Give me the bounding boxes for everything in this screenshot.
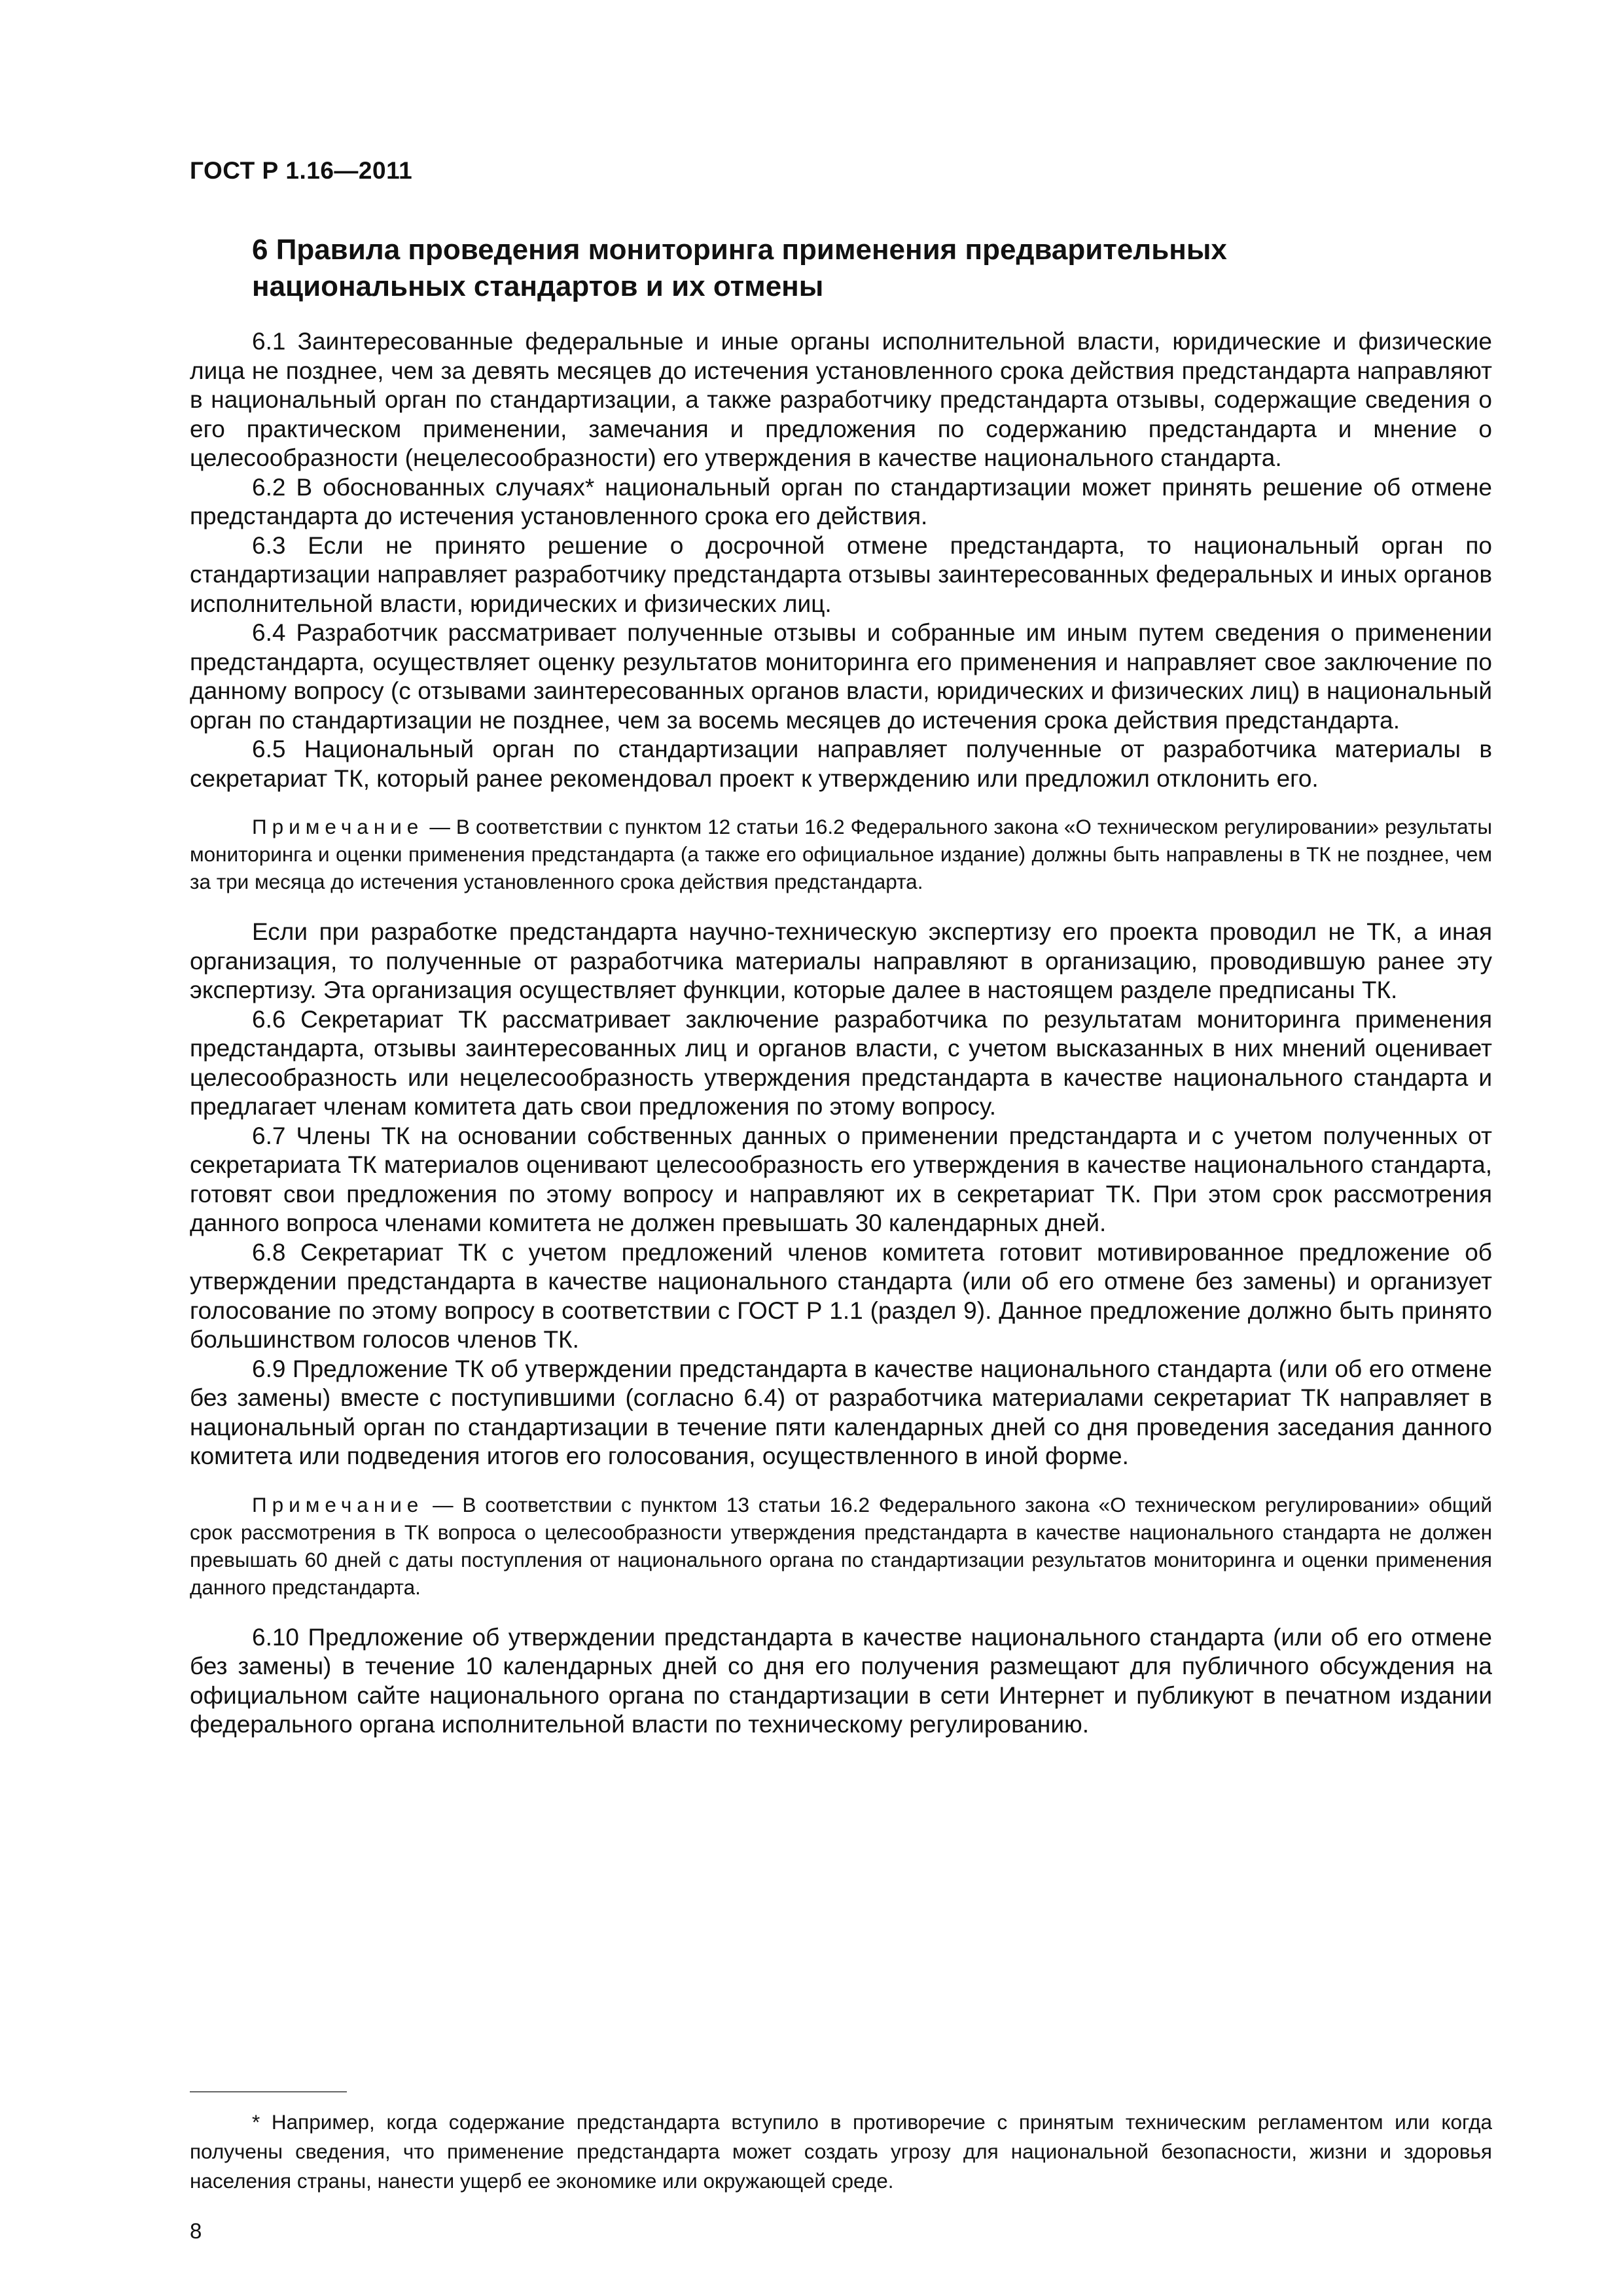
page-number: 8	[190, 2219, 202, 2243]
paragraph-6-6: 6.6 Секретариат ТК рассматривает заключение разработчика по результатам мониторинга применения предстандарта, отзывы заинтересованных лиц и органов власти, с учетом высказанных в них мнений оценивает целесообразность или нецелесообразность утверждения предстандарта в качестве национального стандарта и предлагает членам комитета дать свои предложения по этому вопросу.	[190, 1005, 1492, 1120]
paragraph-6-9: 6.9 Предложение ТК об утверждении предстандарта в качестве национального стандарта (или об его отмене без замены) вместе с поступившими (согласно 6.4) от разработчика материалами секретариат ТК направляет в национальный орган по стандартизации в течение пяти календарных дней со дня проведения заседания данного комитета или подведения итогов его голосования, осуществленного в иной форме.	[190, 1355, 1492, 1469]
note-1-text: — В соответствии с пунктом 12 статьи 16.2 Федерального закона «О техническом регулировании» результаты мониторинга и оценки применения предстандарта (а также его официальное издание) должны быть направлены в ТК не позднее, чем за три месяца до истечения установленного срока действия предстандарта.	[190, 815, 1492, 893]
section-title-line1: 6 Правила проведения мониторинга применения предварительных	[252, 234, 1227, 266]
note-1-label: Примечание	[252, 815, 424, 838]
paragraph-6-10: 6.10 Предложение об утверждении предстандарта в качестве национального стандарта (или об его отмене без замены) в течение 10 календарных дней со дня его получения размещают для публичного обсуждения на официальном сайте национального органа по стандартизации в сети Интернет и публикуют в печатном издании федерального органа исполнительной власти по техническому регулированию.	[190, 1623, 1492, 1738]
footnote-divider	[190, 2091, 347, 2092]
section-title-line2: национальных стандартов и их отмены	[252, 270, 824, 302]
paragraph-6-4: 6.4 Разработчик рассматривает полученные отзывы и собранные им иным путем сведения о применении предстандарта, осуществляет оценку результатов мониторинга его применения и направляет свое заключение по данному вопросу (с отзывами заинтересованных органов власти, юридических и физических лиц) в национальный орган по стандартизации не позднее, чем за восемь месяцев до истечения срока действия предстандарта.	[190, 619, 1492, 734]
paragraph-6-5: 6.5 Национальный орган по стандартизации направляет полученные от разработчика материалы в секретариат ТК, который ранее рекомендовал проект к утверждению или предложил отклонить его.	[190, 736, 1492, 792]
note-2-label: Примечание	[252, 1492, 424, 1516]
paragraph-6-3: 6.3 Если не принято решение о досрочной отмене предстандарта, то национальный орган по стандартизации направляет разработчику предстандарта отзывы заинтересованных федеральных и иных органов исполнительной власти, юридических и физических лиц.	[190, 531, 1492, 617]
paragraph-6-7: 6.7 Члены ТК на основании собственных данных о применении предстандарта и с учетом полученных от секретариата ТК материалов оценивают целесообразность его утверждения в качестве национального стандарта, готовят свои предложения по этому вопросу и направляют их в секретариат ТК. При этом срок рассмотрения данного вопроса членами комитета не должен превышать 30 календарных дней.	[190, 1122, 1492, 1236]
paragraph-6-1: 6.1 Заинтересованные федеральные и иные органы исполнительной власти, юридические и физические лица не позднее, чем за девять месяцев до истечения установленного срока действия предстандарта направляют в национальный орган по стандартизации, а также разработчику предстандарта отзывы, содержащие сведения о его практическом применении, замечания и предложения по содержанию предстандарта и мнение о целесообразности (нецелесообразности) его утверждения в качестве национального стандарта.	[190, 328, 1492, 471]
paragraph-alternate-organization: Если при разработке предстандарта научно-техническую экспертизу его проекта проводил не ТК, а иная организация, то полученные от разработчика материалы направляют в организацию, проводившую ранее эту экспертизу. Эта организация осуществляет функции, которые далее в настоящем разделе предписаны ТК.	[190, 918, 1492, 1003]
note-2	[190, 1491, 1492, 1601]
document-code: ГОСТ Р 1.16—2011	[190, 157, 413, 184]
paragraph-6-2: 6.2 В обоснованных случаях* национальный орган по стандартизации может принять решение об отмене предстандарта до истечения установленного срока его действия.	[190, 473, 1492, 529]
note-1	[190, 813, 1492, 895]
paragraph-6-8: 6.8 Секретариат ТК с учетом предложений членов комитета готовит мотивированное предложение об утверждении предстандарта в качестве национального стандарта (или об его отмене без замены) и организует голосование по этому вопросу в соответствии с ГОСТ Р 1.1 (раздел 9). Данное предложение должно быть принято большинством голосов членов ТК.	[190, 1238, 1492, 1353]
footnote: * Например, когда содержание предстандарта вступило в противоречие с принятым техническим регламентом или когда получены сведения, что применение предстандарта может создать угрозу для национальной безопасности, жизни и здоровья населения страны, нанести ущерб ее экономике или окружающей среде.	[190, 2110, 1492, 2193]
section-title	[252, 232, 1492, 305]
note-2-text: — В соответствии с пунктом 13 статьи 16.2 Федерального закона «О техническом регулировании» общий срок рассмотрения в ТК вопроса о целесообразности утверждения предстандарта в качестве национального стандарта не должен превышать 60 дней с даты поступления от национального органа по стандартизации результатов мониторинга и оценки применения данного предстандарта.	[190, 1492, 1492, 1599]
page-content	[190, 157, 1492, 1740]
